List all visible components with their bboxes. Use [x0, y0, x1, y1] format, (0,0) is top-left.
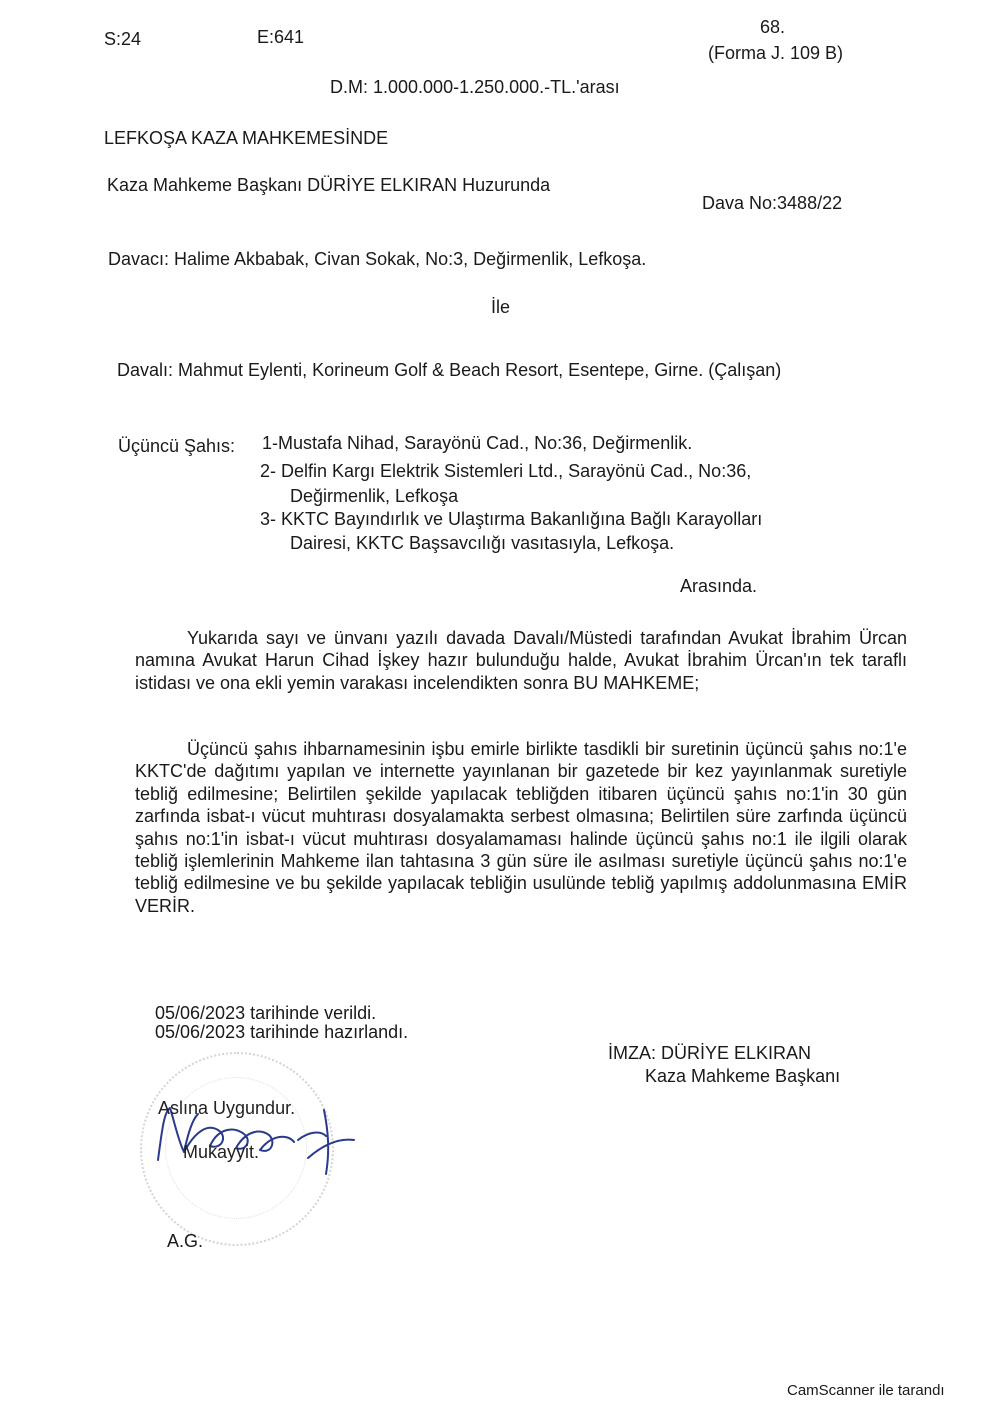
certified-copy-label: Aslına Uygundur.: [158, 1098, 296, 1118]
plaintiff: Davacı: Halime Akbabak, Civan Sokak, No:3, Değirmenlik, Lefkoşa.: [108, 249, 647, 269]
form-reference: (Forma J. 109 B): [708, 43, 844, 63]
third-party-2-line-1: 2- Delfin Kargı Elektrik Sistemleri Ltd., Sarayönü Cad., No:36,: [260, 461, 752, 481]
court-name: LEFKOŞA KAZA MAHKEMESİNDE: [104, 128, 389, 148]
judge-signature: İMZA: DÜRİYE ELKIRAN: [608, 1043, 812, 1063]
scanner-watermark: CamScanner ile tarandı: [787, 1382, 945, 1399]
case-number: Dava No:3488/22: [702, 193, 843, 213]
page-number: 68.: [760, 17, 786, 37]
order-body: Üçüncü şahıs ihbarnamesinin işbu emirle birlikte tasdikli bir suretinin üçüncü şahıs no:1'e KKTC'de dağıtımı yapılan ve internette yayınlanan bir gazetede bir kez yayınlanmak suretiyle tebliğ edilmesine; Belirtilen şekilde yapılacak tebliğden itibaren üçüncü şahıs no:1'in 30 gün zarfında isbat-ı vücut muhtırası dosyalamakta serbest olmasına; Belirtilen süre zarfında üçüncü şahıs no:1'in isbat-ı vücut muhtırası dosyalamaması halinde üçüncü şahıs no:1 ile ilgili olarak tebliğ işlemlerinin Mahkeme ilan tahtasına 3 gün süre ile asılması suretiyle üçüncü şahıs no:1'e tebliğ edilmesine ve bu şekilde yapılacak tebliğin usulünde tebliğ yapılmış addolunmasına EMİR VERİR.: [135, 739, 907, 916]
defendant: Davalı: Mahmut Eylenti, Korineum Golf & Beach Resort, Esentepe, Girne. (Çalışan): [117, 360, 782, 380]
third-party-3-line-1: 3- KKTC Bayındırlık ve Ulaştırma Bakanlığına Bağlı Karayolları: [260, 509, 763, 529]
order-preamble: Yukarıda sayı ve ünvanı yazılı davada Davalı/Müstedi tarafından Avukat İbrahim Ürcan namına Avukat Harun Cihad İşkey hazır bulunduğu halde, Avukat İbrahim Ürcan'ın tek taraflı istidası ve ona ekli yemin varakası incelendikten sonra BU MAHKEME;: [135, 628, 907, 693]
presiding-judge: Kaza Mahkeme Başkanı DÜRİYE ELKIRAN Huzurunda: [107, 175, 551, 195]
registrar-label: Mukayyit.: [183, 1142, 260, 1162]
between-label: Arasında.: [680, 576, 758, 596]
date-prepared: 05/06/2023 tarihinde hazırlandı.: [155, 1022, 409, 1042]
third-party-1: 1-Mustafa Nihad, Sarayönü Cad., No:36, Değirmenlik.: [262, 433, 693, 453]
s-number: S:24: [104, 29, 142, 49]
dm-value-range: D.M: 1.000.000-1.250.000.-TL.'arası: [330, 77, 620, 97]
third-party-3-line-2: Dairesi, KKTC Başsavcılığı vasıtasıyla, Lefkoşa.: [290, 533, 675, 553]
third-party-label: Üçüncü Şahıs:: [118, 436, 236, 456]
with-conjunction: İle: [491, 297, 511, 317]
e-number: E:641: [257, 27, 305, 47]
third-party-2-line-2: Değirmenlik, Lefkoşa: [290, 486, 459, 506]
judge-title: Kaza Mahkeme Başkanı: [645, 1066, 841, 1086]
date-given: 05/06/2023 tarihinde verildi.: [155, 1003, 377, 1023]
initials: A.G.: [167, 1231, 204, 1251]
